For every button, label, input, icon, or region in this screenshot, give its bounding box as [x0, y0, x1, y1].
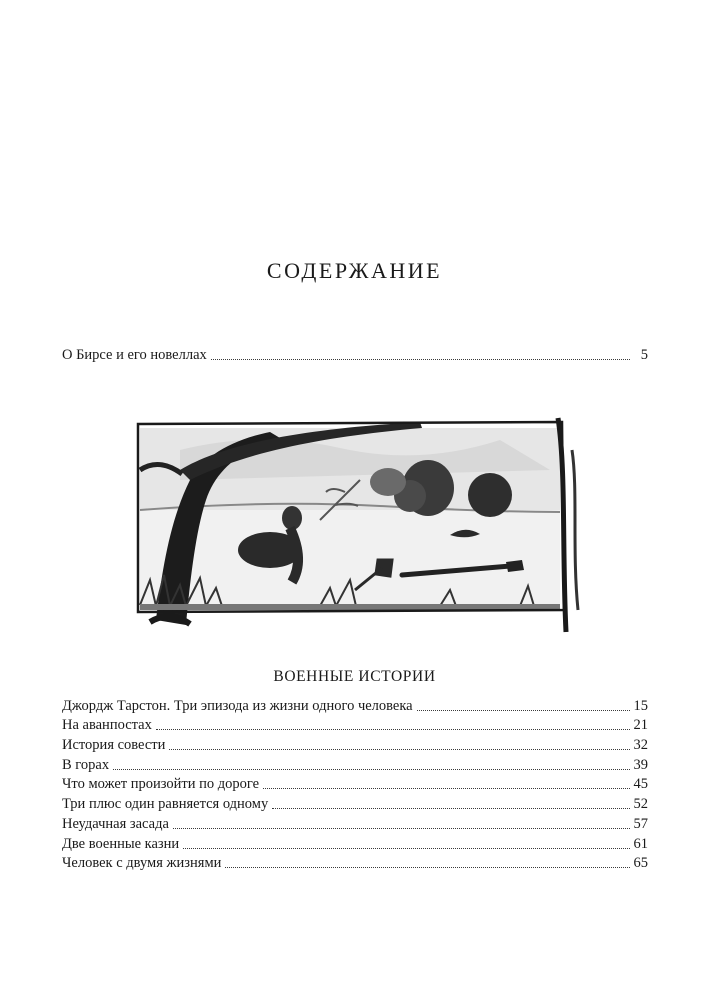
toc-label: Человек с двумя жизнями	[62, 855, 222, 871]
toc-dot-leader	[417, 697, 630, 711]
toc-label: Три плюс один равняется одному	[62, 796, 269, 812]
toc-page-number: 57	[633, 816, 648, 832]
toc-page-number: 52	[633, 796, 648, 812]
section-title: ВОЕННЫЕ ИСТОРИИ	[273, 668, 436, 685]
toc-row[interactable]	[62, 835, 648, 854]
toc-dot-leader	[272, 795, 629, 809]
toc-dot-leader	[211, 346, 630, 360]
toc-label: Две военные казни	[62, 836, 180, 852]
illustration-frame-right-post	[572, 450, 578, 610]
toc-label: Джордж Тарстон. Три эпизода из жизни одного человека	[62, 698, 413, 714]
toc-label: Что может произойти по дороге	[62, 776, 260, 792]
toc-dot-leader	[113, 756, 629, 770]
toc-label: Неудачная засада	[62, 816, 169, 832]
toc-row[interactable]	[62, 346, 648, 365]
illustration-soldier-head	[282, 506, 302, 530]
toc-row[interactable]	[62, 795, 648, 814]
illustration-rifle-stock	[506, 560, 524, 572]
toc-page-number: 45	[633, 776, 648, 792]
toc-page-number: 5	[640, 347, 648, 363]
toc-row[interactable]	[62, 854, 648, 873]
toc-dot-leader	[183, 835, 629, 849]
toc-row[interactable]	[62, 775, 648, 794]
page-title: СОДЕРЖАНИЕ	[266, 258, 443, 283]
war-scene-illustration	[120, 410, 590, 640]
toc-page-number: 39	[633, 757, 648, 773]
toc-dot-leader	[156, 716, 630, 730]
toc-row[interactable]	[62, 756, 648, 775]
toc-page-number: 65	[633, 855, 648, 871]
toc-row[interactable]	[62, 736, 648, 755]
illustration-bush	[370, 468, 406, 496]
toc-page-number: 61	[633, 836, 648, 852]
toc-dot-leader	[263, 775, 629, 789]
toc-label: В горах	[62, 757, 110, 773]
toc-dot-leader	[173, 815, 630, 829]
toc-row[interactable]	[62, 815, 648, 834]
illustration-bush	[468, 473, 512, 517]
toc-page-number: 15	[633, 698, 648, 714]
toc-row[interactable]	[62, 697, 648, 716]
toc-dot-leader	[225, 854, 629, 868]
toc-label: На аванпостах	[62, 717, 152, 733]
toc-page-number: 32	[633, 737, 648, 753]
toc-label: О Бирсе и его новеллах	[62, 347, 207, 363]
toc-page-number: 21	[633, 717, 648, 733]
toc-label: История совести	[62, 737, 166, 753]
toc-dot-leader	[169, 736, 629, 750]
toc-row[interactable]	[62, 716, 648, 735]
